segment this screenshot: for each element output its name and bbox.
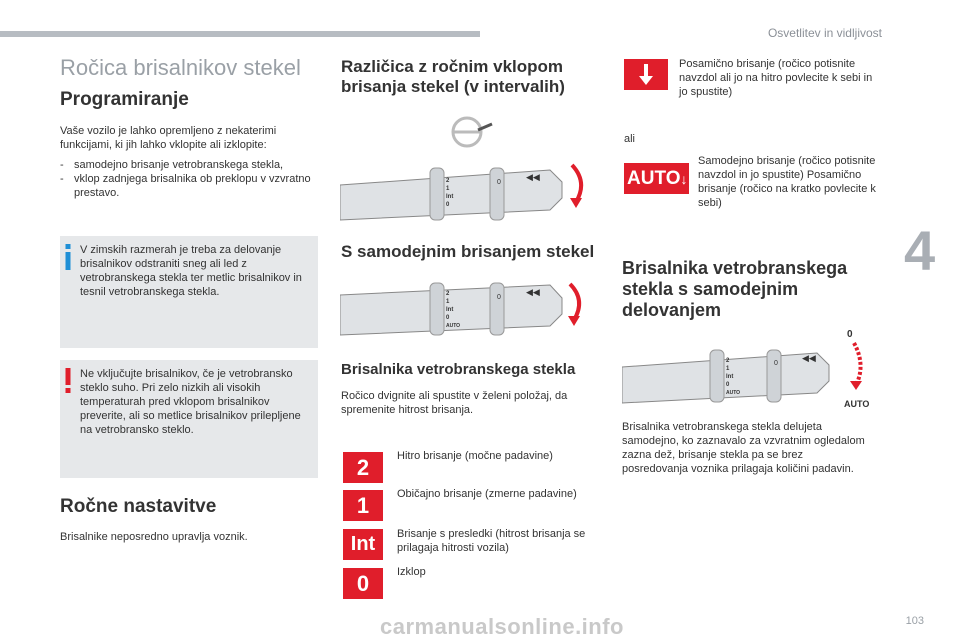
speed-text: Izklop (397, 566, 426, 578)
speed-text: Običajno brisanje (zmerne padavine) (397, 488, 577, 500)
svg-text:Int: Int (726, 374, 734, 380)
arrow-down-icon (624, 59, 668, 90)
info-icon (65, 244, 70, 270)
header-bar (0, 31, 480, 37)
watermark: carmanualsonline.info (380, 614, 624, 639)
svg-text:Int: Int (446, 194, 454, 200)
warning-icon (64, 368, 72, 399)
ali-text: ali (624, 133, 636, 145)
info-note: V zimskih razmerah je treba za delovanje brisalnikov odstraniti sneg ali led z vetrobranskega stekla ter metlic brisalnikov in tesnil vetrobranskega stekla. (60, 236, 318, 348)
svg-text:2: 2 (726, 358, 730, 364)
svg-text:AUTO: AUTO (844, 399, 870, 409)
steering-wheel-icon (453, 118, 492, 146)
svg-text:2: 2 (446, 178, 450, 184)
svg-text:AUTO: AUTO (726, 390, 741, 396)
svg-text:AUTO: AUTO (446, 323, 461, 329)
svg-text:0: 0 (446, 202, 450, 208)
list-item: - vklop zadnjega brisalnika ob preklopu v vzvratno prestavo. (60, 173, 311, 199)
svg-text:0: 0 (847, 329, 853, 340)
svg-text:1: 1 (726, 366, 730, 372)
svg-text:2: 2 (446, 291, 450, 297)
heading-variant: Različica z ročnim vklopom brisanja stekel (v intervalih) (341, 57, 565, 96)
wipers-text: Ročico dvignite ali spustite v želeni položaj, da spremenite hitrost brisanja. (341, 390, 568, 416)
speed-badge: 0 (343, 568, 383, 599)
speed-badge: Int (343, 529, 383, 560)
svg-text:1: 1 (446, 299, 450, 305)
warning-note: Ne vključujte brisalnikov, če je vetrobransko steklo suho. Pri zelo nizkih ali visokih temperaturah pred vklopom brisalnikov preverite, ali so metlice brisalnikov prilepljene na vetrobransko steklo. (60, 360, 318, 478)
heading-rocne: Ročne nastavitve (60, 496, 217, 517)
svg-text:0: 0 (497, 294, 501, 301)
intro-text: Vaše vozilo je lahko opremljeno z nekaterimi funkcijami, ki jih lahko vklopite ali izklopite: (60, 125, 277, 151)
speed-text: Brisanje s presledki (hitrost brisanja se prilagaja hitrosti vozila) (397, 528, 586, 554)
svg-text:◀◀: ◀◀ (526, 287, 540, 297)
page-title: Ročica brisalnikov stekel (60, 55, 301, 80)
list-item: - samodejno brisanje vetrobranskega stekla, (60, 159, 284, 171)
bullet-list (60, 158, 318, 200)
stalk-auto-diagram (340, 280, 590, 345)
speed-badge: 2 (343, 452, 383, 483)
heading-auto-wipers: Brisalnika vetrobranskega stekla s samodejnim delovanjem (622, 258, 848, 320)
auto-text: Samodejno brisanje (ročico potisnite navzdol in jo spustite) Posamično brisanje (ročico na kratko povlecite k sebi) (698, 155, 876, 209)
svg-text:0: 0 (774, 360, 778, 367)
svg-text:1: 1 (446, 186, 450, 192)
svg-text:Int: Int (446, 307, 454, 313)
section-title: Osvetlitev in vidljivost (767, 26, 882, 40)
stalk-auto-right-diagram (622, 325, 872, 420)
single-wipe-text: Posamično brisanje (ročico potisnite navzdol ali jo na hitro povlecite k sebi in jo spustite) (679, 58, 873, 98)
heading-auto: S samodejnim brisanjem stekel (341, 242, 595, 261)
page-number: 103 (905, 615, 924, 627)
svg-text:0: 0 (446, 315, 450, 321)
speed-badge: 1 (343, 490, 383, 521)
heading-programiranje: Programiranje (60, 89, 189, 110)
chapter-number: 4 (904, 219, 936, 282)
auto-badge: AUTO↓ (624, 163, 689, 194)
stalk-manual-diagram (340, 110, 590, 235)
svg-text:◀◀: ◀◀ (802, 353, 816, 363)
svg-text:0: 0 (497, 179, 501, 186)
svg-text:◀◀: ◀◀ (526, 172, 540, 182)
svg-text:0: 0 (726, 382, 730, 388)
auto-wipers-text: Brisalnika vetrobranskega stekla delujeta samodejno, ko zaznavalo za vzvratnim ogledalom zazna dež, brisanje stekla pa se brez posredovanja voznika prilagaja količini padavin. (622, 421, 865, 475)
rocne-text: Brisalnike neposredno upravlja voznik. (60, 531, 248, 543)
speed-text: Hitro brisanje (močne padavine) (397, 450, 553, 462)
heading-wipers: Brisalnika vetrobranskega stekla (341, 361, 576, 378)
